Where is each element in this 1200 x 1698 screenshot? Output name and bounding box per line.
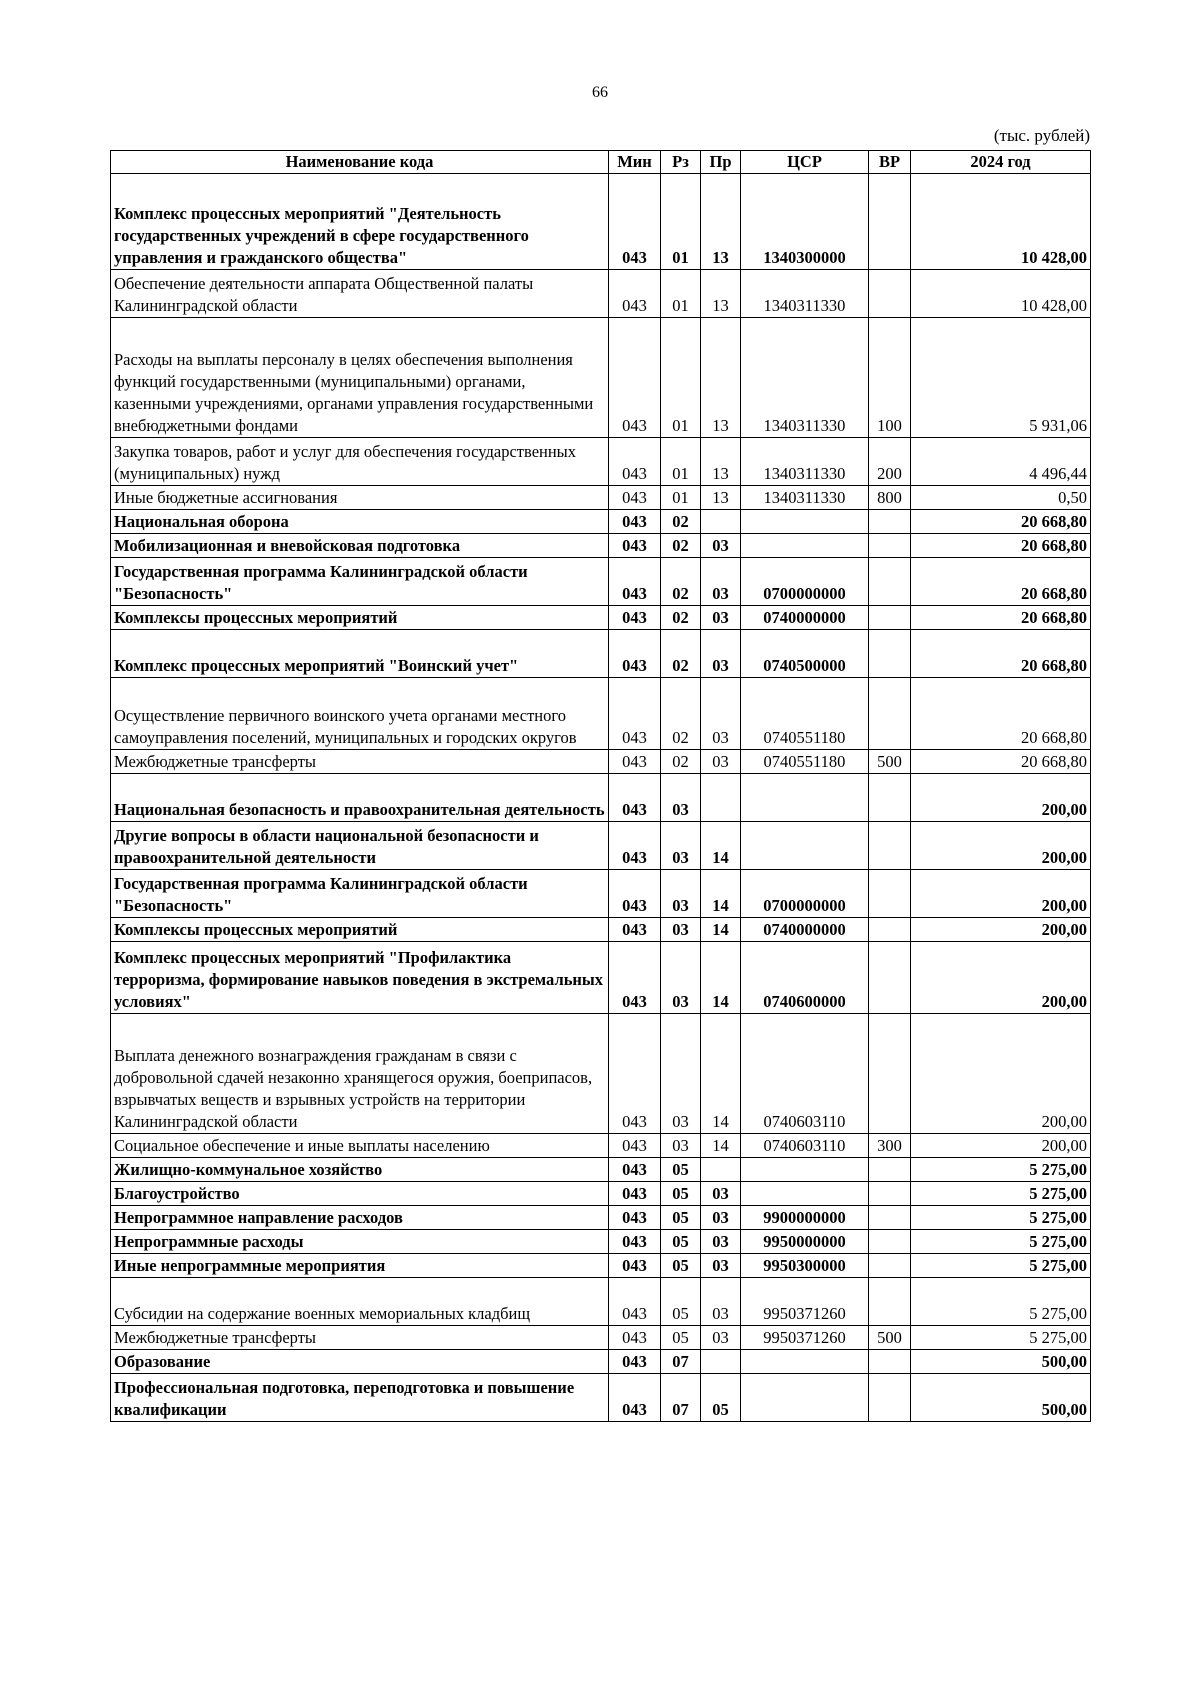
code-pr: 03: [701, 534, 741, 558]
code-name: Субсидии на содержание военных мемориальных кладбищ: [111, 1278, 609, 1326]
code-vr: [869, 534, 911, 558]
code-vr: [869, 630, 911, 678]
code-csr: [741, 1374, 869, 1422]
code-pr: [701, 774, 741, 822]
code-rz: 07: [661, 1374, 701, 1422]
code-csr: 1340311330: [741, 318, 869, 438]
code-min: 043: [609, 1374, 661, 1422]
code-min: 043: [609, 606, 661, 630]
code-pr: 03: [701, 1230, 741, 1254]
table-row: [111, 1158, 1091, 1182]
code-name: Образование: [111, 1350, 609, 1374]
code-min: 043: [609, 630, 661, 678]
amount-2024: 500,00: [911, 1350, 1091, 1374]
code-rz: 03: [661, 918, 701, 942]
code-pr: 13: [701, 270, 741, 318]
amount-2024: 10 428,00: [911, 174, 1091, 270]
code-rz: 01: [661, 438, 701, 486]
code-name: Межбюджетные трансферты: [111, 1326, 609, 1350]
code-pr: 03: [701, 558, 741, 606]
code-vr: 300: [869, 1134, 911, 1158]
code-name: Профессиональная подготовка, переподготовка и повышение квалификации: [111, 1374, 609, 1422]
amount-2024: 5 275,00: [911, 1206, 1091, 1230]
page-number: 66: [592, 84, 608, 101]
code-csr: 1340311330: [741, 438, 869, 486]
code-name: Жилищно-коммунальное хозяйство: [111, 1158, 609, 1182]
code-vr: [869, 606, 911, 630]
code-vr: [869, 942, 911, 1014]
code-name: Благоустройство: [111, 1182, 609, 1206]
code-pr: 03: [701, 1278, 741, 1326]
code-csr: [741, 822, 869, 870]
code-min: 043: [609, 678, 661, 750]
table-row: [111, 678, 1091, 750]
amount-2024: 4 496,44: [911, 438, 1091, 486]
code-name: Непрограммные расходы: [111, 1230, 609, 1254]
code-vr: [869, 1278, 911, 1326]
code-vr: [869, 1350, 911, 1374]
code-rz: 01: [661, 486, 701, 510]
code-pr: 03: [701, 1326, 741, 1350]
code-pr: [701, 510, 741, 534]
code-pr: 14: [701, 1014, 741, 1134]
code-name: Мобилизационная и вневойсковая подготовка: [111, 534, 609, 558]
code-csr: 0740603110: [741, 1134, 869, 1158]
code-rz: 02: [661, 750, 701, 774]
amount-2024: 200,00: [911, 822, 1091, 870]
table-row: [111, 1134, 1091, 1158]
column-header-vr: ВР: [869, 151, 911, 174]
column-header-year: 2024 год: [911, 151, 1091, 174]
code-vr: [869, 174, 911, 270]
code-csr: [741, 1182, 869, 1206]
table-row: [111, 1350, 1091, 1374]
code-rz: 02: [661, 678, 701, 750]
code-rz: 03: [661, 870, 701, 918]
table-row: [111, 510, 1091, 534]
code-name: Комплекс процессных мероприятий "Воинский учет": [111, 630, 609, 678]
code-vr: [869, 1230, 911, 1254]
amount-2024: 5 275,00: [911, 1230, 1091, 1254]
code-min: 043: [609, 1254, 661, 1278]
code-csr: [741, 534, 869, 558]
code-name: Национальная безопасность и правоохранительная деятельность: [111, 774, 609, 822]
code-rz: 03: [661, 774, 701, 822]
code-pr: 14: [701, 870, 741, 918]
code-name: Осуществление первичного воинского учета органами местного самоуправления поселений, муниципальных и городских округов: [111, 678, 609, 750]
code-pr: 05: [701, 1374, 741, 1422]
table-row: [111, 606, 1091, 630]
table-row: [111, 1326, 1091, 1350]
code-name: Межбюджетные трансферты: [111, 750, 609, 774]
code-name: Выплата денежного вознаграждения гражданам в связи с добровольной сдачей незаконно хранящегося оружия, боеприпасов, взрывчатых веществ и взрывных устройств на территории Калининградской области: [111, 1014, 609, 1134]
amount-2024: 5 275,00: [911, 1326, 1091, 1350]
code-csr: 0740500000: [741, 630, 869, 678]
code-min: 043: [609, 1278, 661, 1326]
code-min: 043: [609, 510, 661, 534]
amount-2024: 20 668,80: [911, 630, 1091, 678]
amount-2024: 20 668,80: [911, 510, 1091, 534]
code-min: 043: [609, 1182, 661, 1206]
code-min: 043: [609, 1230, 661, 1254]
code-csr: 9950000000: [741, 1230, 869, 1254]
code-csr: [741, 1350, 869, 1374]
code-min: 043: [609, 750, 661, 774]
code-rz: 02: [661, 630, 701, 678]
code-name: Национальная оборона: [111, 510, 609, 534]
table-row: [111, 318, 1091, 438]
code-min: 043: [609, 558, 661, 606]
code-name: Обеспечение деятельности аппарата Общественной палаты Калининградской области: [111, 270, 609, 318]
code-pr: 14: [701, 942, 741, 1014]
amount-2024: 5 275,00: [911, 1182, 1091, 1206]
code-pr: 03: [701, 678, 741, 750]
table-row: [111, 774, 1091, 822]
amount-2024: 5 931,06: [911, 318, 1091, 438]
amount-2024: 200,00: [911, 774, 1091, 822]
amount-2024: 200,00: [911, 942, 1091, 1014]
amount-2024: 20 668,80: [911, 678, 1091, 750]
table-row: [111, 486, 1091, 510]
column-header-csr: ЦСР: [741, 151, 869, 174]
column-header-rz: Рз: [661, 151, 701, 174]
table-row: [111, 1206, 1091, 1230]
code-min: 043: [609, 918, 661, 942]
code-csr: 0740551180: [741, 678, 869, 750]
code-min: 043: [609, 870, 661, 918]
code-vr: [869, 918, 911, 942]
code-rz: 03: [661, 1014, 701, 1134]
code-csr: 0740603110: [741, 1014, 869, 1134]
code-pr: 03: [701, 1182, 741, 1206]
code-vr: [869, 822, 911, 870]
code-pr: [701, 1158, 741, 1182]
code-pr: 14: [701, 1134, 741, 1158]
code-csr: 0740551180: [741, 750, 869, 774]
code-vr: [869, 1374, 911, 1422]
amount-2024: 5 275,00: [911, 1158, 1091, 1182]
code-min: 043: [609, 534, 661, 558]
code-min: 043: [609, 438, 661, 486]
units-note: (тыс. рублей): [993, 126, 1090, 145]
table-row: [111, 1014, 1091, 1134]
code-rz: 07: [661, 1350, 701, 1374]
amount-2024: 10 428,00: [911, 270, 1091, 318]
code-min: 043: [609, 486, 661, 510]
table-row: [111, 942, 1091, 1014]
amount-2024: 20 668,80: [911, 606, 1091, 630]
code-min: 043: [609, 270, 661, 318]
code-pr: 13: [701, 438, 741, 486]
code-rz: 03: [661, 1134, 701, 1158]
code-name: Государственная программа Калининградской области "Безопасность": [111, 870, 609, 918]
code-pr: [701, 1350, 741, 1374]
code-min: 043: [609, 1350, 661, 1374]
code-min: 043: [609, 318, 661, 438]
code-vr: [869, 558, 911, 606]
table-row: [111, 558, 1091, 606]
code-pr: 03: [701, 1206, 741, 1230]
table-row: [111, 438, 1091, 486]
column-header-min: Мин: [609, 151, 661, 174]
code-pr: 03: [701, 1254, 741, 1278]
code-vr: 100: [869, 318, 911, 438]
code-rz: 02: [661, 558, 701, 606]
code-rz: 05: [661, 1182, 701, 1206]
code-name: Социальное обеспечение и иные выплаты населению: [111, 1134, 609, 1158]
code-min: 043: [609, 774, 661, 822]
code-pr: 03: [701, 630, 741, 678]
code-rz: 03: [661, 942, 701, 1014]
code-vr: [869, 1182, 911, 1206]
code-csr: [741, 1158, 869, 1182]
code-rz: 05: [661, 1278, 701, 1326]
code-name: Иные непрограммные мероприятия: [111, 1254, 609, 1278]
code-rz: 05: [661, 1158, 701, 1182]
code-rz: 05: [661, 1326, 701, 1350]
amount-2024: 5 275,00: [911, 1254, 1091, 1278]
amount-2024: 500,00: [911, 1374, 1091, 1422]
amount-2024: 200,00: [911, 870, 1091, 918]
code-min: 043: [609, 942, 661, 1014]
column-header-name: Наименование кода: [111, 151, 609, 174]
code-name: Иные бюджетные ассигнования: [111, 486, 609, 510]
amount-2024: 200,00: [911, 1134, 1091, 1158]
table-body: [111, 174, 1091, 1422]
code-pr: 13: [701, 486, 741, 510]
table-header-row: [111, 151, 1091, 174]
code-pr: 14: [701, 918, 741, 942]
code-vr: [869, 510, 911, 534]
code-name: Закупка товаров, работ и услуг для обеспечения государственных (муниципальных) нужд: [111, 438, 609, 486]
code-csr: [741, 510, 869, 534]
code-min: 043: [609, 1206, 661, 1230]
code-vr: 200: [869, 438, 911, 486]
code-min: 043: [609, 1158, 661, 1182]
code-vr: [869, 1206, 911, 1230]
table-row: [111, 174, 1091, 270]
code-rz: 02: [661, 534, 701, 558]
amount-2024: 200,00: [911, 918, 1091, 942]
table-row: [111, 1182, 1091, 1206]
table-row: [111, 1374, 1091, 1422]
code-csr: 0740000000: [741, 918, 869, 942]
table-row: [111, 1254, 1091, 1278]
table-row: [111, 534, 1091, 558]
code-rz: 01: [661, 318, 701, 438]
table-row: [111, 1230, 1091, 1254]
code-csr: [741, 774, 869, 822]
code-rz: 05: [661, 1230, 701, 1254]
table-row: [111, 918, 1091, 942]
column-header-pr: Пр: [701, 151, 741, 174]
code-rz: 01: [661, 174, 701, 270]
code-name: Государственная программа Калининградской области "Безопасность": [111, 558, 609, 606]
code-vr: 500: [869, 1326, 911, 1350]
amount-2024: 20 668,80: [911, 750, 1091, 774]
code-vr: [869, 270, 911, 318]
code-min: 043: [609, 1326, 661, 1350]
table-row: [111, 822, 1091, 870]
code-vr: [869, 1014, 911, 1134]
code-vr: [869, 774, 911, 822]
amount-2024: 5 275,00: [911, 1278, 1091, 1326]
code-name: Комплексы процессных мероприятий: [111, 606, 609, 630]
code-pr: 13: [701, 318, 741, 438]
code-name: Непрограммное направление расходов: [111, 1206, 609, 1230]
amount-2024: 200,00: [911, 1014, 1091, 1134]
code-min: 043: [609, 1134, 661, 1158]
code-pr: 14: [701, 822, 741, 870]
code-rz: 03: [661, 822, 701, 870]
amount-2024: 0,50: [911, 486, 1091, 510]
code-min: 043: [609, 822, 661, 870]
code-name: Комплекс процессных мероприятий "Профилактика терроризма, формирование навыков поведения в экстремальных условиях": [111, 942, 609, 1014]
code-pr: 13: [701, 174, 741, 270]
code-rz: 05: [661, 1206, 701, 1230]
code-csr: 1340300000: [741, 174, 869, 270]
code-min: 043: [609, 1014, 661, 1134]
code-rz: 01: [661, 270, 701, 318]
code-csr: 9950371260: [741, 1278, 869, 1326]
code-vr: [869, 1158, 911, 1182]
table-row: [111, 630, 1091, 678]
table-row: [111, 1278, 1091, 1326]
code-name: Комплекс процессных мероприятий "Деятельность государственных учреждений в сфере государственного управления и гражданского общества": [111, 174, 609, 270]
code-csr: 1340311330: [741, 486, 869, 510]
code-rz: 05: [661, 1254, 701, 1278]
code-vr: [869, 678, 911, 750]
code-name: Расходы на выплаты персоналу в целях обеспечения выполнения функций государственными (муниципальными) органами, казенными учреждениями, органами управления государственными внебюджетными фондами: [111, 318, 609, 438]
code-csr: 1340311330: [741, 270, 869, 318]
code-pr: 03: [701, 750, 741, 774]
amount-2024: 20 668,80: [911, 534, 1091, 558]
code-rz: 02: [661, 510, 701, 534]
code-csr: 9900000000: [741, 1206, 869, 1230]
code-name: Другие вопросы в области национальной безопасности и правоохранительной деятельности: [111, 822, 609, 870]
code-csr: 9950371260: [741, 1326, 869, 1350]
code-csr: 0700000000: [741, 870, 869, 918]
code-vr: 500: [869, 750, 911, 774]
table-row: [111, 750, 1091, 774]
code-min: 043: [609, 174, 661, 270]
code-vr: [869, 1254, 911, 1278]
code-pr: 03: [701, 606, 741, 630]
table-row: [111, 870, 1091, 918]
table-row: [111, 270, 1091, 318]
code-vr: [869, 870, 911, 918]
code-csr: 9950300000: [741, 1254, 869, 1278]
code-vr: 800: [869, 486, 911, 510]
code-rz: 02: [661, 606, 701, 630]
code-csr: 0740600000: [741, 942, 869, 1014]
budget-table: [110, 150, 1091, 1422]
code-csr: 0700000000: [741, 558, 869, 606]
code-csr: 0740000000: [741, 606, 869, 630]
code-name: Комплексы процессных мероприятий: [111, 918, 609, 942]
amount-2024: 20 668,80: [911, 558, 1091, 606]
